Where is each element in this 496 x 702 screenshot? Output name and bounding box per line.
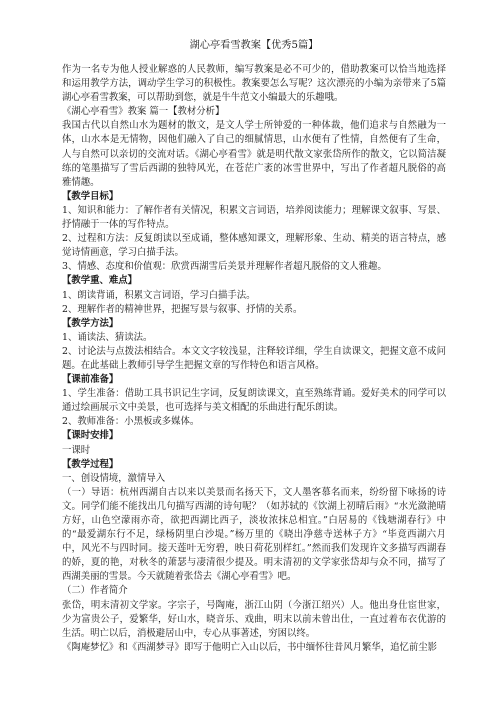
body-paragraph: 3、情感、态度和价值观：欣赏西湖雪后美景并理解作者超凡脱俗的文人雅趣。: [62, 261, 387, 273]
body-paragraph: 2、讨论法与点拨法相结合。本文文字较浅显，注释较详细，学生自读课文，把握文意不成问题。在此基础上教师引导学生把握文章的写作特色和语言风格。: [62, 345, 446, 371]
section-heading: 【教学重、难点】: [62, 275, 138, 287]
section-heading: 【教学方法】: [62, 317, 119, 329]
body-paragraph: 1、学生准备：借助工具书识记生字词，反复朗读课文，直至熟练背诵。爱好美术的同学可以通过绘画展示文中美景，也可选择与美文相配的乐曲进行配乐朗读。: [62, 388, 446, 414]
document-body: [62, 63, 446, 655]
section-heading: 【课前准备】: [62, 374, 119, 386]
body-paragraph: 2、理解作者的精神世界，把握写景与叙事、抒情的关系。: [62, 303, 303, 315]
body-paragraph: 一、创设情境，激情导入: [62, 472, 166, 484]
body-paragraph: 作为一名专为他人授业解惑的人民教师，编写教案是必不可少的，借助教案可以恰当地选择和运用教学方法，调动学生学习的积极性。教案要怎么写呢？这次漂亮的小编为亲带来了5篇湖心亭看雪教案，可以帮助到您，就是牛牛范文小编最大的乐趣哦。: [62, 64, 446, 104]
section-heading: 【课时安排】: [62, 430, 119, 442]
body-paragraph: 1、诵读法、猜读法。: [62, 331, 153, 343]
body-paragraph: 《湖心亭看雪》教案 篇一【教材分析】: [62, 106, 225, 118]
section-heading: 【教学过程】: [62, 458, 119, 470]
document-title: 湖心亭看雪教案【优秀5篇】: [189, 40, 319, 51]
body-paragraph: 一课时: [62, 444, 91, 456]
body-paragraph: 1、知识和能力：了解作者有关情况，积累文言词语，培养阅读能力；理解课文叙事、写景、抒情融于一体的写作特点。: [62, 204, 446, 231]
body-paragraph: 张岱，明末清初文学家。字宗子，号陶庵，浙江山阴（今浙江绍兴）人。他出身仕宦世家，少为富贵公子，爱繁华，好山水，晓音乐、戏曲，明末以前未曾出仕，一直过着布衣优游的生活。明亡以后，消极避居山中，专心从事著述，穷困以终。: [62, 599, 446, 639]
body-paragraph: 2、过程和方法：反复朗读以至成诵，整体感知课文，理解形象、生动、精美的语言特点，感觉诗情画意，学习白描手法。: [62, 233, 446, 259]
section-heading: 【教学目标】: [62, 190, 119, 202]
body-paragraph: 《陶庵梦忆》和《西湖梦寻》即写于他明亡入山以后，书中缅怀往昔风月繁华，追忆前尘影: [62, 641, 438, 653]
body-paragraph: （二）作者简介: [62, 585, 128, 597]
body-paragraph: 2、教师准备：小黑板或多媒体。: [62, 416, 200, 428]
body-paragraph: （一）导语：杭州西湖自古以来以美景而名扬天下，文人墨客慕名而来，纷纷留下咏扬的诗文。同学们能不能找出几句描写西湖的诗句呢？（如苏轼的《饮湖上初晴后雨》“水光潋滟晴方好，山色空濛雨亦奇，欲把西湖比西子，淡妆浓抹总相宜。”白居易的《钱塘湖春行》中的“最爱湖东行不足，绿杨阴里白沙堤。”杨万里的《晓出净慈寺送林子方》“毕竟西湖六月中，风光不与四时同。接天莲叶无穷碧，映日荷花别样红。”然而我们发现许文多描写西湖春的娇，夏的艳，对秋冬的萧瑟与凄清很少提及。明末清初的文学家张岱却与众不同，描写了西湖美丽的雪景。今天就随着张岱去《湖心亭看雪》吧。: [62, 486, 446, 583]
body-paragraph: 我国古代以自然山水为题材的散文，是文人学士所钟爱的一种体裁，他们追求与自然融为一体，山水本是无情物，因他们融入了自己的细腻情思，山水便有了性情，自然便有了生命，人与自然可以亲切的交流对话。《湖心亭看雪》就是明代散文家张岱所作的散文，它以简洁凝练的笔墨描写了雪后西湖的独特风光，在苍茫广袤的冰雪世界中，写出了作者超凡脱俗的高雅情趣。: [62, 120, 446, 188]
body-paragraph: 1、朗读背诵，积累文言词语，学习白描手法。: [62, 289, 256, 301]
